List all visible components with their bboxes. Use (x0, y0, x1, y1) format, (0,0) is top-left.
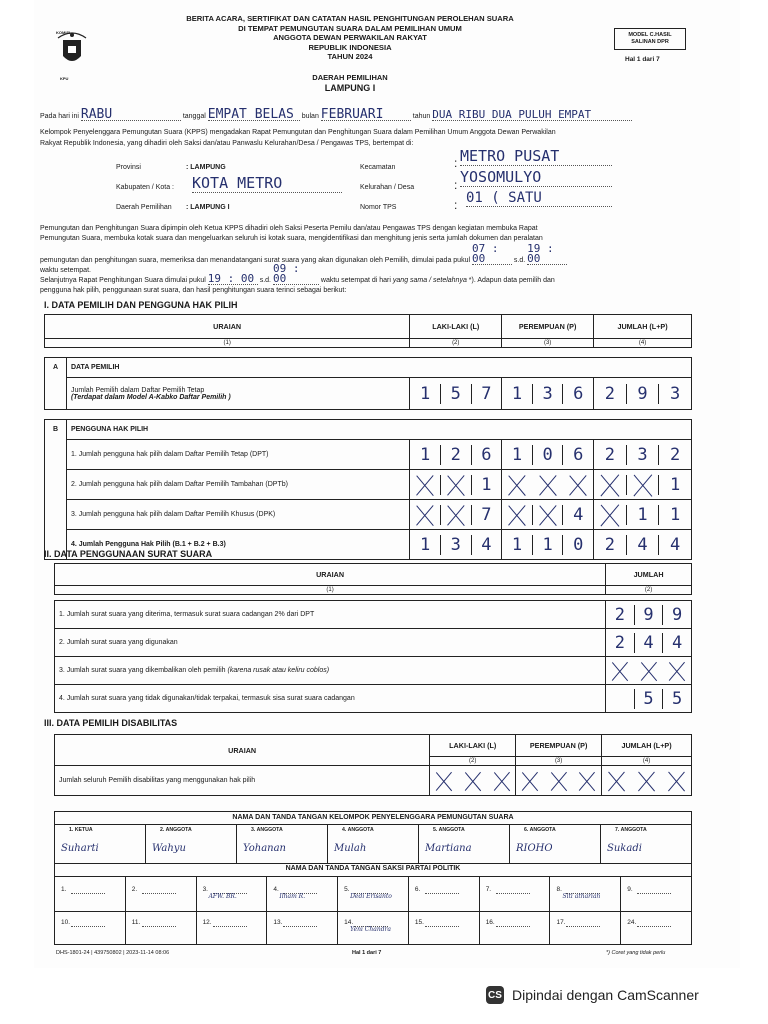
kecamatan-label: Kecamatan (360, 164, 396, 171)
jumlah-header: JUMLAH (606, 564, 692, 586)
kpps-title: NAMA DAN TANDA TANGAN KELOMPOK PENYELENGGARA PEMUNGUTAN SUARA (54, 811, 692, 824)
saksi-signature-cell[interactable] (196, 877, 267, 911)
opening-line-1 (40, 107, 700, 122)
digit-group (606, 689, 691, 709)
b2-perempuan-cell[interactable] (502, 470, 594, 500)
dis-jumlah-cell[interactable] (602, 766, 692, 796)
digit-box: 4 (634, 633, 663, 653)
ss-row-2-label: 2. Jumlah surat suara yang digunakan (55, 629, 606, 657)
kecamatan-colon: : (454, 156, 458, 170)
narrative-text: Selanjutnya Rapat Penghitungan Suara dimulai pukul (40, 277, 206, 284)
crossed-digit-box (440, 505, 471, 525)
end-time-field[interactable]: 19 : 00 (527, 244, 567, 265)
digit-box: 9 (626, 384, 659, 404)
col-num: (2) (606, 586, 692, 595)
digit-box: 4 (658, 535, 691, 555)
col-num: (1) (55, 586, 606, 595)
count-start-field[interactable]: 19 : 00 (208, 274, 258, 285)
b1-perempuan-cell[interactable] (502, 440, 594, 470)
narrative-line: waktu setempat. (40, 267, 91, 274)
digit-group (606, 605, 691, 625)
saksi-number: 9. (627, 886, 633, 893)
saksi-signature-cell[interactable] (55, 910, 125, 944)
document-title (150, 14, 550, 62)
saksi-signature-cell[interactable] (266, 910, 337, 944)
ss-row-3-label (55, 657, 606, 685)
saksi-title: NAMA DAN TANDA TANGAN SAKSI PARTAI POLITIK (54, 862, 692, 876)
saksi-number: 4. (273, 886, 279, 893)
section-3-table (54, 734, 692, 796)
kpps-signature: RIOHO (516, 843, 553, 854)
digit-group (594, 505, 691, 525)
camscanner-text: Dipindai dengan CamScanner (512, 987, 699, 1003)
digit-group (594, 445, 691, 465)
digit-box: 7 (471, 384, 502, 404)
saksi-signature: Ilham R. (279, 893, 306, 900)
b4-jumlah-cell[interactable] (594, 530, 692, 560)
row-b3-label: 3. Jumlah pengguna hak pilih dalam Daftar Pemilih Khusus (DPK) (66, 500, 409, 530)
row-b1-label: 1. Jumlah pengguna hak pilih dalam Daftar Pemilih Tetap (DPT) (66, 440, 409, 470)
digit-box: 1 (658, 505, 691, 525)
row-b2-label: 2. Jumlah pengguna hak pilih dalam Daftar Pemilih Tambahan (DPTb) (66, 470, 409, 500)
kelurahan-colon: : (454, 178, 458, 192)
crossed-digit-box (594, 475, 626, 495)
opening-line-3: Rakyat Republik Indonesia, yang dihadiri oleh Saksi dan/atau Panwaslu Kelurahan/Desa / Pengawas TPS, bertempat di: (40, 140, 414, 147)
model-line: SALINAN DPR (631, 39, 669, 45)
saksi-row-1 (54, 876, 692, 912)
kpps-signature-cell[interactable] (509, 825, 600, 863)
kpps-signature-cell[interactable] (55, 825, 145, 863)
digit-box: 9 (634, 605, 663, 625)
saksi-line (71, 893, 105, 894)
digit-box: 1 (658, 475, 691, 495)
saksi-number: 8. (556, 886, 562, 893)
digit-box: 1 (511, 534, 523, 555)
b3-perempuan-cell[interactable] (502, 500, 594, 530)
row-subtext: (Terdapat dalam Model A-Kabko Daftar Pemilih ) (70, 393, 231, 401)
saksi-number: 3. (202, 886, 208, 893)
saksi-number: 14. (344, 919, 354, 926)
saksi-signature-cell[interactable] (479, 877, 550, 911)
digit-box: 0 (532, 445, 563, 465)
narrative-line (40, 244, 700, 266)
sd-label: s.d. (513, 257, 526, 264)
digit-box: 2 (614, 632, 626, 653)
region-heading (280, 73, 420, 93)
b2-laki-cell[interactable] (410, 470, 502, 500)
col-num: (3) (516, 757, 602, 766)
kpps-signature-cell[interactable] (327, 825, 418, 863)
saksi-line (283, 926, 317, 927)
kelurahan-field[interactable]: YOSOMULYO (460, 168, 612, 187)
kpps-signature-cell[interactable] (236, 825, 327, 863)
ss-row-4-label: 4. Jumlah surat suara yang tidak digunakan/tidak terpakai, termasuk sisa surat suara cadangan (55, 685, 606, 713)
tanggal-label: tanggal (182, 113, 206, 120)
start-time-field[interactable]: 07 : 00 (472, 244, 512, 265)
opening-line-2: Kelompok Penyelenggara Pemungutan Suara (KPPS) mengadakan Rapat Pemungutan dan Penghitungan Suara dalam Pemilihan Umum Anggota Dewan Perwakilan (40, 129, 556, 136)
row-a1-label (66, 378, 409, 410)
crossed-digit-box (502, 505, 532, 525)
digit-box: 7 (471, 505, 502, 525)
logo-bottom-text: KPU (60, 76, 69, 81)
saksi-signature-cell[interactable] (479, 910, 550, 944)
col-num: (4) (602, 757, 692, 766)
digit-box: 2 (604, 444, 616, 465)
digit-group (410, 475, 501, 495)
col-num: (2) (410, 339, 502, 348)
kpps-signature: Sukadi (607, 843, 642, 854)
ss-row-4-cell[interactable] (606, 685, 692, 713)
row-text: 3. Jumlah surat suara yang dikembalikan oleh pemilih (59, 667, 226, 674)
saksi-signature-cell[interactable] (620, 910, 691, 944)
saksi-number: 12. (202, 919, 212, 926)
region-label: DAERAH PEMILIHAN (312, 73, 388, 82)
digit-box: 6 (562, 445, 593, 465)
b3-laki-cell[interactable] (410, 500, 502, 530)
jumlah-header: JUMLAH (L+P) (602, 735, 692, 757)
saksi-number: 2. (131, 886, 138, 893)
narrative-italic: yang sama / setelahnya (392, 277, 467, 284)
digit-box: 1 (511, 444, 523, 465)
narrative-text: waktu setempat di hari (320, 277, 391, 284)
saksi-number: 6. (414, 886, 421, 893)
saksi-signature-cell[interactable] (125, 910, 196, 944)
b4-perempuan-cell[interactable] (502, 530, 594, 560)
saksi-line (637, 926, 671, 927)
row-subtext: (karena rusak atau keliru coblos) (227, 667, 330, 674)
tanggal-field[interactable]: EMPAT BELAS (208, 110, 300, 121)
saksi-signature: AFW. BR. (208, 893, 237, 900)
disabilitas-label: Jumlah seluruh Pemilih disabilitas yang menggunakan hak pilih (55, 766, 430, 796)
tps-colon: : (454, 198, 458, 212)
row-b4-label: 4. Jumlah Pengguna Hak Pilih (B.1 + B.2 + B.3) (66, 530, 409, 560)
title-line: TAHUN 2024 (327, 52, 373, 61)
digit-box: 2 (614, 604, 626, 625)
digit-box: 1 (511, 383, 523, 404)
digit-box: 1 (532, 535, 563, 555)
saksi-signature-cell[interactable] (408, 910, 479, 944)
model-box (614, 28, 686, 50)
logo-top-text: KOMISI (56, 30, 71, 35)
narrative-line: Pemungutan dan Penghitungan Suara dipimpin oleh Ketua KPPS dihadiri oleh Saksi Peserta Pemilu dan/atau Pengawas TPS dengan kegiatan membuka Rapat (40, 225, 538, 232)
dapil-value: : LAMPUNG I (186, 204, 230, 211)
digit-box: 1 (626, 505, 659, 525)
saksi-signature-cell[interactable] (55, 877, 125, 911)
dis-perempuan-cell[interactable] (516, 766, 602, 796)
bulan-label: bulan (301, 113, 319, 120)
narrative-p2 (40, 264, 700, 296)
footer-note: *) Coret yang tidak perlu (606, 950, 666, 956)
camscanner-icon: CS (486, 986, 504, 1004)
digit-group (410, 535, 501, 555)
b2-jumlah-cell[interactable] (594, 470, 692, 500)
col-num: (1) (45, 339, 410, 348)
kpps-signature-cell[interactable] (418, 825, 509, 863)
ss-row-1-cell[interactable] (606, 601, 692, 629)
kpps-signature-cell[interactable] (600, 825, 691, 863)
perempuan-header: PEREMPUAN (P) (516, 735, 602, 757)
saksi-line (637, 893, 671, 894)
uraian-header: URAIAN (45, 315, 410, 339)
jumlah-header: JUMLAH (L+P) (594, 315, 692, 339)
section-3-title: III. DATA PEMILIH DISABILITAS (44, 718, 178, 728)
b3-jumlah-cell[interactable] (594, 500, 692, 530)
saksi-line (213, 926, 247, 927)
tps-label: Nomor TPS (360, 204, 397, 211)
saksi-signature-cell[interactable] (196, 910, 267, 944)
digit-group (502, 445, 593, 465)
digit-group (502, 384, 593, 404)
kpps-role: 6. ANGGOTA (524, 827, 556, 833)
spacer (45, 348, 692, 358)
digit-box: 2 (658, 445, 691, 465)
digit-box: 6 (471, 445, 502, 465)
kpps-role: 1. KETUA (69, 827, 93, 833)
tahun-field[interactable]: DUA RIBU DUA PULUH EMPAT (432, 110, 632, 121)
dapil-label: Daerah Pemilihan (116, 204, 172, 211)
saksi-line (496, 926, 530, 927)
b4-laki-cell[interactable] (410, 530, 502, 560)
crossed-digit-box (626, 475, 659, 495)
digit-group (502, 505, 593, 525)
uraian-header: URAIAN (55, 735, 430, 766)
saksi-line (142, 926, 176, 927)
sd-label: s.d. (259, 277, 271, 284)
narrative-text: *). Adapun data pemilih dan (468, 277, 555, 284)
section-2-table (54, 563, 692, 713)
a1-perempuan-cell[interactable] (502, 378, 594, 410)
group-a-label: A (45, 358, 67, 410)
saksi-signature-cell[interactable] (549, 910, 620, 944)
section-2-title: II. DATA PENGGUNAAN SURAT SUARA (44, 549, 213, 559)
kpps-signature: Wahyu (152, 843, 186, 854)
digit-box: 2 (604, 383, 616, 404)
digit-box: 6 (562, 384, 593, 404)
saksi-number: 15. (414, 919, 424, 926)
ss-row-3-cell[interactable] (606, 657, 692, 685)
saksi-number: 1. (61, 886, 67, 893)
digit-group (606, 633, 691, 653)
crossed-digit-box (532, 505, 563, 525)
kabkota-label: Kabupaten / Kota : (116, 184, 174, 191)
digit-box: 1 (471, 475, 502, 495)
saksi-number: 24. (627, 919, 637, 926)
digit-box: 4 (662, 633, 691, 653)
col-num: (2) (430, 757, 516, 766)
provinsi-value: : LAMPUNG (186, 164, 226, 171)
kpps-signature: Yohanan (243, 843, 286, 854)
count-end-field[interactable]: 09 : 00 (273, 264, 319, 285)
digit-box: 5 (662, 689, 691, 709)
digit-group (594, 535, 691, 555)
saksi-line (425, 926, 459, 927)
kecamatan-field[interactable]: METRO PUSAT (460, 147, 612, 166)
ss-row-1-label: 1. Jumlah surat suara yang diterima, termasuk surat suara cadangan 2% dari DPT (55, 601, 606, 629)
perempuan-header: PEREMPUAN (P) (502, 315, 594, 339)
saksi-signature: Yeni Chandra (350, 926, 391, 933)
ss-row-2-cell[interactable] (606, 629, 692, 657)
bulan-field[interactable]: FEBRUARI (321, 110, 411, 121)
saksi-signature: Dedi Erisanto (350, 893, 392, 900)
group-b-label: B (45, 420, 67, 560)
kpps-signature-cell[interactable] (145, 825, 236, 863)
saksi-signature-cell[interactable] (125, 877, 196, 911)
narrative-line: pengguna hak pilih, penggunaan surat suara, dan hasil penghitungan suara terinci sebagai berikut: (40, 287, 347, 294)
digit-box (606, 689, 634, 709)
crossed-digit-box (410, 505, 440, 525)
laki-header: LAKI-LAKI (L) (410, 315, 502, 339)
section-1-title: I. DATA PEMILIH DAN PENGGUNA HAK PILIH (44, 300, 238, 310)
saksi-line (425, 893, 459, 894)
saksi-number: 5. (344, 886, 350, 893)
region-name: LAMPUNG I (324, 83, 376, 93)
narrative-text: pemungutan dan penghitungan suara, memeriksa dan menandatangani surat suara yang akan digunakan oleh Pemilih, dimulai pada pukul (40, 257, 471, 264)
saksi-signature-cell[interactable] (620, 877, 691, 911)
digit-box: 1 (420, 534, 431, 555)
saksi-number: 11. (131, 919, 141, 926)
kpps-signature: Martiana (425, 843, 472, 854)
group-b-title: PENGGUNA HAK PILIH (66, 420, 691, 440)
dis-laki-cell[interactable] (430, 766, 516, 796)
digit-group (410, 445, 501, 465)
saksi-signature: Siti athariah (562, 893, 601, 900)
digit-box: 1 (420, 444, 431, 465)
saksi-line (566, 926, 600, 927)
digit-group (410, 505, 501, 525)
saksi-signature-cell[interactable] (266, 877, 337, 911)
saksi-line (496, 893, 530, 894)
page-number-top: Hal 1 dari 7 (625, 56, 660, 63)
spacer (45, 410, 692, 420)
footer-left: DHS-1801-24 | 439750802 | 2023-11-14 08:06 (56, 950, 170, 956)
saksi-signature-cell[interactable] (549, 877, 620, 911)
digit-box: 4 (562, 505, 593, 525)
footer-page: Hal 1 dari 7 (352, 950, 382, 956)
uraian-header: URAIAN (55, 564, 606, 586)
digit-box: 2 (440, 445, 471, 465)
a1-jumlah-cell[interactable] (594, 378, 692, 410)
title-line: ANGGOTA DEWAN PERWAKILAN RAKYAT (273, 33, 427, 42)
digit-box: 1 (420, 383, 431, 404)
camscanner-watermark (486, 986, 699, 1004)
saksi-number: 10. (61, 919, 71, 926)
digit-box: 4 (471, 535, 502, 555)
kelurahan-label: Kelurahan / Desa (360, 184, 415, 191)
pada-hari-ini-label: Pada hari ini (40, 113, 79, 120)
digit-group (502, 535, 593, 555)
group-a-title: DATA PEMILIH (66, 358, 691, 378)
digit-box: 3 (532, 384, 563, 404)
kpps-role: 4. ANGGOTA (342, 827, 374, 833)
digit-box: 3 (658, 384, 691, 404)
digit-box: 3 (626, 445, 659, 465)
crossed-digit-box (440, 475, 471, 495)
saksi-signature-cell[interactable] (408, 877, 479, 911)
digit-group (594, 475, 691, 495)
title-line: DI TEMPAT PEMUNGUTAN SUARA DALAM PEMILIHAN UMUM (238, 23, 462, 33)
saksi-number: 13. (273, 919, 283, 926)
b1-jumlah-cell[interactable] (594, 440, 692, 470)
digit-box: 0 (562, 535, 593, 555)
narrative-line: Pemungutan Suara, membuka kotak suara dan mengeluarkan seluruh isi kotak suara, mengidentifikasi dan menghitung jenis serta jumlah dokumen dan peralatan (40, 235, 543, 242)
digit-box: 3 (440, 535, 471, 555)
tahun-label: tahun (412, 113, 431, 120)
title-line: BERITA ACARA, SERTIFIKAT DAN CATATAN HASIL PENGHITUNGAN PEROLEHAN SUARA (186, 14, 514, 23)
tps-field[interactable]: 01 ( SATU (466, 190, 612, 207)
hari-field[interactable]: RABU (81, 110, 181, 121)
digit-group (594, 384, 691, 404)
crossed-digit-box (594, 505, 626, 525)
b1-laki-cell[interactable] (410, 440, 502, 470)
digit-box: 5 (634, 689, 663, 709)
digit-box: 5 (440, 384, 471, 404)
kpps-role: 7. ANGGOTA (615, 827, 647, 833)
row-text: Jumlah Pemilih dalam Daftar Pemilih Tetap (70, 386, 205, 394)
saksi-line (142, 893, 176, 894)
a1-laki-cell[interactable] (410, 378, 502, 410)
saksi-signature-cell[interactable] (337, 877, 408, 911)
saksi-number: 17. (556, 919, 566, 926)
kpps-role: 3. ANGGOTA (251, 827, 283, 833)
kpps-role: 5. ANGGOTA (433, 827, 465, 833)
digit-box: 9 (662, 605, 691, 625)
col-num: (4) (594, 339, 692, 348)
kpps-signature: Suharti (61, 843, 99, 854)
saksi-number: 16. (485, 919, 495, 926)
saksi-signature-cell[interactable] (337, 910, 408, 944)
model-line: MODEL C.HASIL (628, 32, 672, 38)
section-1-table (44, 314, 692, 560)
col-num: (3) (502, 339, 594, 348)
kabkota-field[interactable]: KOTA METRO (192, 174, 342, 193)
provinsi-label: Provinsi (116, 164, 141, 171)
digit-box: 4 (626, 535, 659, 555)
kpps-signature: Mulah (334, 843, 367, 854)
saksi-row-2 (54, 910, 692, 945)
crossed-digit-box (410, 475, 440, 495)
digit-box: 2 (604, 534, 616, 555)
laki-header: LAKI-LAKI (L) (430, 735, 516, 757)
kpps-signature-row (54, 824, 692, 864)
saksi-line (71, 926, 105, 927)
saksi-number: 7. (485, 886, 492, 893)
title-line: REPUBLIK INDONESIA (308, 42, 392, 52)
kpps-role: 2. ANGGOTA (160, 827, 192, 833)
digit-group (410, 384, 501, 404)
